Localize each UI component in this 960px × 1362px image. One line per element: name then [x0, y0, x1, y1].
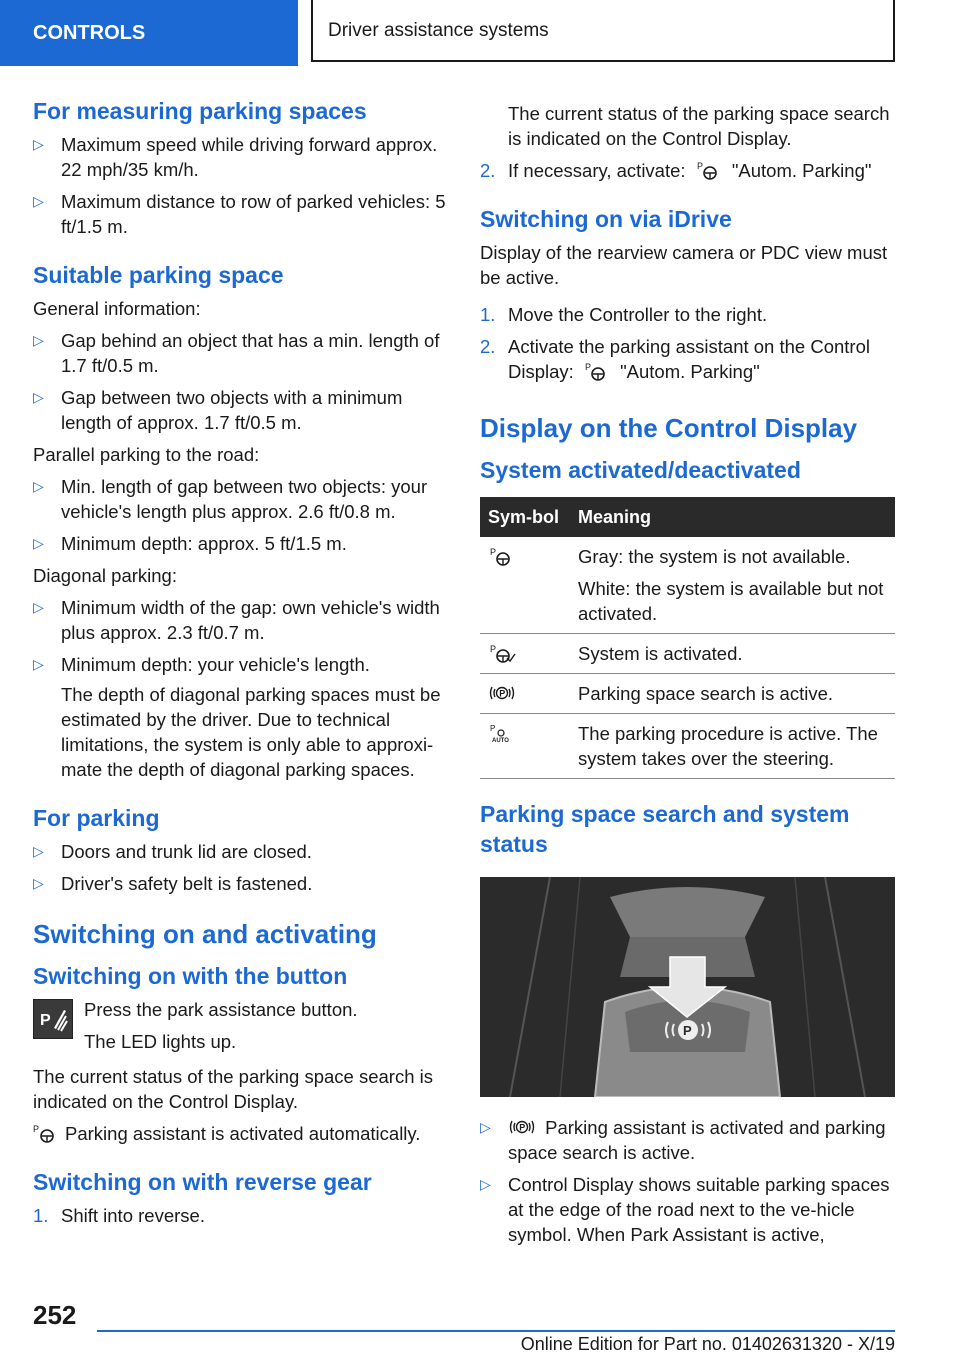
heading-suitable: Suitable parking space [33, 262, 284, 288]
page-number: 252 [33, 1300, 77, 1330]
triangle-bullet-icon: ▷ [33, 136, 44, 152]
parking-assistant-icon [695, 160, 723, 180]
activate-steps [480, 158, 895, 183]
status-text: The current status of the parking space search is indicated on the Control Display. [33, 1066, 434, 1112]
heading-search: Parking space search and system status [480, 801, 850, 857]
section-title: CONTROLS [0, 0, 298, 66]
auto-activated-row: P Parking assistant is activated automatically. [33, 1123, 421, 1144]
parking-assistant-activated-icon [488, 643, 516, 663]
park-assist-button-icon [33, 999, 73, 1039]
column-header: Sym‐bol [480, 497, 570, 537]
svg-text:P: P [40, 1012, 51, 1029]
svg-text:P: P [490, 547, 497, 557]
svg-text:P: P [683, 1023, 692, 1038]
table-row: P System is activated. [480, 634, 895, 674]
triangle-bullet-icon: ▷ [480, 1176, 491, 1192]
parking-display-figure [480, 877, 895, 1097]
reverse-steps [33, 1203, 448, 1228]
triangle-bullet-icon: ▷ [33, 843, 44, 859]
measuring-list [33, 132, 448, 239]
svg-text:P: P [499, 688, 506, 699]
parking-assistant-activated-icon [33, 1123, 61, 1143]
parallel-label: Parallel parking to the road: [33, 444, 260, 465]
triangle-bullet-icon: ▷ [33, 656, 44, 672]
led-text: The LED lights up. [84, 1031, 237, 1052]
list-item: 1. Move the Controller to the right. [480, 304, 768, 325]
list-item: 1. Shift into reverse. [33, 1205, 205, 1226]
heading-idrive: Switching on via iDrive [480, 206, 732, 232]
parallel-list [33, 474, 448, 556]
left-column [33, 96, 448, 1235]
list-item: ▷ Minimum depth: your vehicle's length. The depth of diagonal parking spaces must be estimated by the driver. Due to technical limitations, the system is only able to approxi‐mate the depth of diagonal parking spaces. [33, 652, 448, 782]
status-continuation: The current status of the parking space search is indicated on the Control Display. [508, 103, 890, 149]
parking-space-search-icon [488, 683, 516, 703]
list-item: ▷ Maximum distance to row of parked vehicles: 5 ft/1.5 m. [33, 191, 446, 237]
triangle-bullet-icon: ▷ [33, 332, 44, 348]
list-item: ▷ Doors and trunk lid are closed. [33, 841, 312, 862]
parking-list [33, 839, 448, 896]
heading-reverse: Switching on with reverse gear [33, 1169, 372, 1195]
list-item: 2. If necessary, activate: P "Autom. Parking" [480, 160, 872, 181]
list-item: 2. Activate the parking assistant on the Control Display: P "Autom. Parking" [480, 336, 870, 382]
svg-text:AUTO: AUTO [492, 738, 509, 743]
page-header [0, 0, 960, 66]
general-list [33, 328, 448, 435]
idrive-text: Display of the rearview camera or PDC view must be active. [480, 242, 888, 288]
column-header: Meaning [570, 497, 895, 537]
footer-divider [97, 1330, 895, 1332]
list-item: ▷ Minimum width of the gap: own vehicle's width plus approx. 2.3 ft/0.7 m. [33, 597, 440, 643]
svg-text:P: P [490, 724, 496, 733]
list-item: ▷ Driver's safety belt is fastened. [33, 873, 313, 894]
heading-switching: Switching on and activating [33, 919, 377, 949]
list-item: ▷ Min. length of gap between two objects: your vehicle's length plus approx. 2.6 ft/0.8 m. [33, 476, 428, 522]
svg-text:P: P [33, 1124, 40, 1134]
general-info-label: General information: [33, 298, 201, 319]
right-column [480, 96, 895, 1254]
svg-text:P: P [490, 644, 497, 654]
heading-measuring: For measuring parking spaces [33, 98, 367, 124]
list-item: ▷ Gap between two objects with a minimum length of approx. 1.7 ft/0.5 m. [33, 387, 403, 433]
press-row [33, 997, 448, 1054]
diagonal-label: Diagonal parking: [33, 565, 177, 586]
triangle-bullet-icon: ▷ [33, 875, 44, 891]
triangle-bullet-icon: ▷ [480, 1119, 491, 1135]
diagonal-list [33, 595, 448, 782]
triangle-bullet-icon: ▷ [33, 599, 44, 615]
idrive-steps [480, 302, 895, 384]
heading-button: Switching on with the button [33, 963, 348, 989]
heading-for-parking: For parking [33, 805, 160, 831]
parking-space-search-icon [508, 1117, 536, 1137]
triangle-bullet-icon: ▷ [33, 389, 44, 405]
heading-display: Display on the Control Display [480, 413, 858, 443]
parking-assistant-gray-icon [488, 546, 516, 566]
parking-assistant-icon [583, 361, 611, 381]
heading-sys: System activated/deactivated [480, 457, 801, 483]
list-item: ▷ Control Display shows suitable parking spaces at the edge of the road next to the ve‐hicle symbol. When Park Assistant is active, [480, 1174, 890, 1245]
svg-text:P: P [519, 1122, 526, 1133]
list-item: ▷ Gap behind an object that has a min. length of 1.7 ft/0.5 m. [33, 330, 440, 376]
table-header-row [480, 497, 895, 537]
svg-text:P: P [696, 161, 703, 171]
list-item: ▷ Minimum depth: approx. 5 ft/1.5 m. [33, 533, 347, 554]
triangle-bullet-icon: ▷ [33, 193, 44, 209]
triangle-bullet-icon: ▷ [33, 478, 44, 494]
list-item: ▷ P Parking assistant is activated and parking space search is active. [480, 1117, 886, 1163]
symbol-table [480, 497, 895, 779]
table-row: P AUTO The parking procedure is active. The system takes over the steering. [480, 714, 895, 779]
table-row: P Gray: the system is not available. White: the system is available but not activated. [480, 537, 895, 634]
triangle-bullet-icon: ▷ [33, 535, 44, 551]
table-row: P Parking space search is active. [480, 674, 895, 714]
parking-auto-icon [488, 723, 516, 743]
edition-text: Online Edition for Part no. 01402631320 - X/19 [520, 1334, 895, 1354]
chapter-title: Driver assistance systems [311, 0, 895, 62]
svg-text:P: P [584, 362, 591, 372]
diagonal-note: The depth of diagonal parking spaces must be estimated by the driver. Due to technical limitations, the system is only able to approxi‐mate the depth of diagonal parking spaces. [61, 684, 441, 780]
status-list [480, 1115, 895, 1247]
press-text: Press the park assistance button. [84, 999, 358, 1020]
list-item: ▷ Maximum speed while driving forward approx. 22 mph/35 km/h. [33, 134, 438, 180]
